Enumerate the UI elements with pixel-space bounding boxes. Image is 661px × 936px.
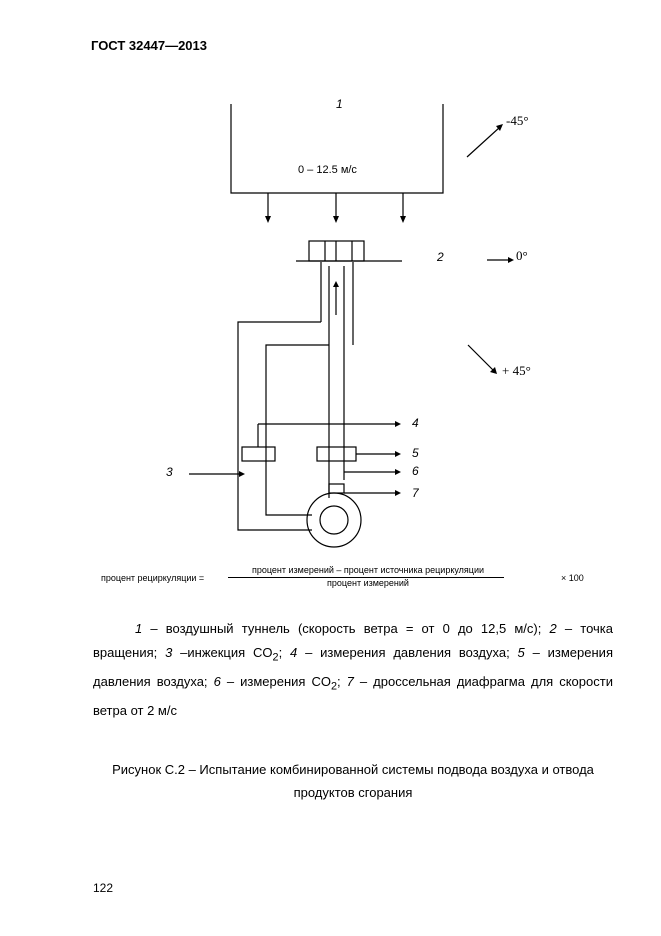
label-1: 1: [336, 97, 343, 111]
block-pressure: [317, 447, 356, 461]
figure-legend: [93, 617, 613, 722]
loop-outer: [307, 493, 361, 547]
label-3: 3: [166, 465, 173, 479]
wind-speed-label: 0 – 12.5 м/с: [298, 164, 357, 176]
angle-zero-label: 0°: [516, 248, 528, 263]
angle-minus-label: -45°: [506, 113, 529, 128]
angle-plus-arrow: [468, 345, 494, 371]
figure-caption: [93, 758, 613, 804]
recirculation-formula: [93, 565, 613, 595]
air-path-inner: [266, 345, 329, 515]
label-6: 6: [412, 464, 419, 478]
formula-multiplier: × 100: [561, 573, 584, 583]
formula-denominator: процент измерений: [327, 578, 409, 588]
block-co2-injection: [242, 447, 275, 461]
caption-line-1: Рисунок С.2 – Испытание комбинированной системы подвода воздуха и отвода: [112, 762, 594, 777]
label-5: 5: [412, 446, 419, 460]
air-path-outer: [238, 322, 321, 530]
label-2: 2: [437, 250, 444, 264]
formula-numerator: процент измерений – процент источника рециркуляции: [251, 565, 485, 575]
page-number: 122: [93, 881, 114, 895]
label-7: 7: [412, 486, 419, 500]
angle-minus-arrow: [467, 127, 500, 157]
document-header: ГОСТ 32447—2013: [91, 38, 207, 53]
formula-lhs: процент рециркуляции =: [101, 573, 205, 583]
loop-inner: [320, 506, 348, 534]
legend-paragraph: 1 – воздушный туннель (скорость ветра = от 0 до 12,5 м/с); 2 – точка вращения; 3 –инжекция $CO_2$; 4 – измерения давления воздуха; 5 – измерения давления воздуха; 6 – измерения $CO_2$; 7 – дроссельная диафрагма для скорости ветра от 2 м/с: [93, 621, 613, 718]
caption-line-2: продуктов сгорания: [293, 785, 413, 800]
wind-tunnel-outline: [231, 104, 443, 193]
label-4: 4: [412, 416, 419, 430]
angle-plus-label: + 45°: [502, 363, 531, 378]
